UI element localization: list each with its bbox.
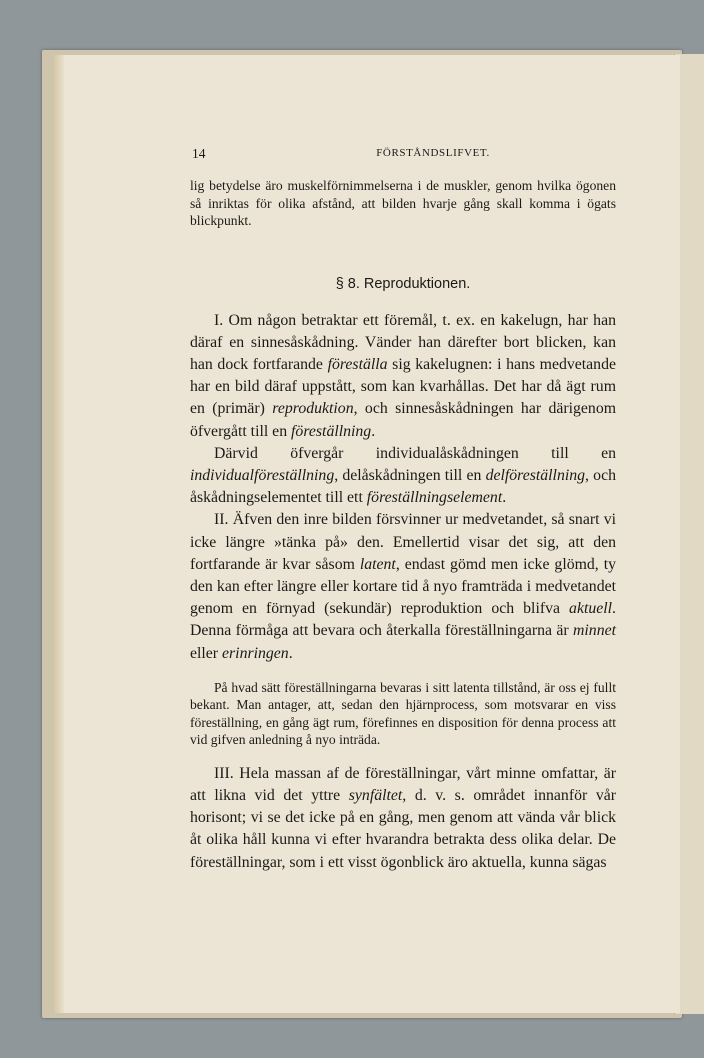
paragraph-two: Därvid öfvergår individualåskådningen till en individualföreställning, delåskådningen till en delföreställning, och åskådningselementet till ett föreställningselement. — [190, 444, 616, 507]
page-number: 14 — [192, 146, 206, 161]
page-body — [190, 177, 616, 874]
paragraph-three: II. Äfven den inre bilden försvinner ur medvetandet, så snart vi icke längre »tänka på» den. Emellertid visar det sig, att den fortfarande är kvar såsom latent, endast gömd men icke glömd, ty den kan efter längre eller kortare tid å nyo framträda i medvetandet genom en förnyad (sekundär) reproduktion och blifva aktuell. Denna förmåga att bevara och återkalla föreställningarna är minnet eller erinringen. — [190, 511, 616, 662]
page-header — [192, 146, 614, 162]
paragraph-one: I. Om någon betraktar ett föremål, t. ex. en kakelugn, har han däraf en sinnesåskådning. Vänder han därefter bort blicken, kan han dock fortfarande föreställa sig kakelugnen: i hans medvetande har en bild däraf uppstått, som kan kvarhållas. Det har då ägt rum en (primär) reproduktion, och sinnesåskådningen har därigenom öfvergått till en föreställning. — [190, 311, 617, 440]
section-heading: § 8. Reproduktionen. — [335, 275, 471, 292]
running-title: FÖRSTÅNDSLIFVET. — [376, 147, 490, 159]
page-binding-shadow — [54, 55, 64, 1013]
note-paragraph: På hvad sätt föreställningarna bevaras i sitt latenta tillstånd, är oss ej fullt bekant. Man antager, att, sedan den hjärnprocess, som motsvarar en viss föreställning, en gång ägt rum, förefinnes en disposition för denna process att vid gifven anledning å nyo inträda. — [190, 679, 616, 748]
paragraph-four: III. Hela massan af de föreställningar, vårt minne omfattar, är att likna vid det yttre synfältet, d. v. s. området innanför vår horisont; vi se det icke på en gång, men genom att vända vår blick åt olika håll kunna vi efter hvarandra betrakta dess olika delar. De föreställningar, som i ett visst ögonblick äro aktuella, kunna sägas — [190, 764, 616, 871]
intro-paragraph: lig betydelse äro muskelförnimmelserna i de muskler, genom hvilka ögonen så inriktas för olika afstånd, att bilden hvarje gång skall komma i ögats blickpunkt. — [190, 178, 616, 228]
